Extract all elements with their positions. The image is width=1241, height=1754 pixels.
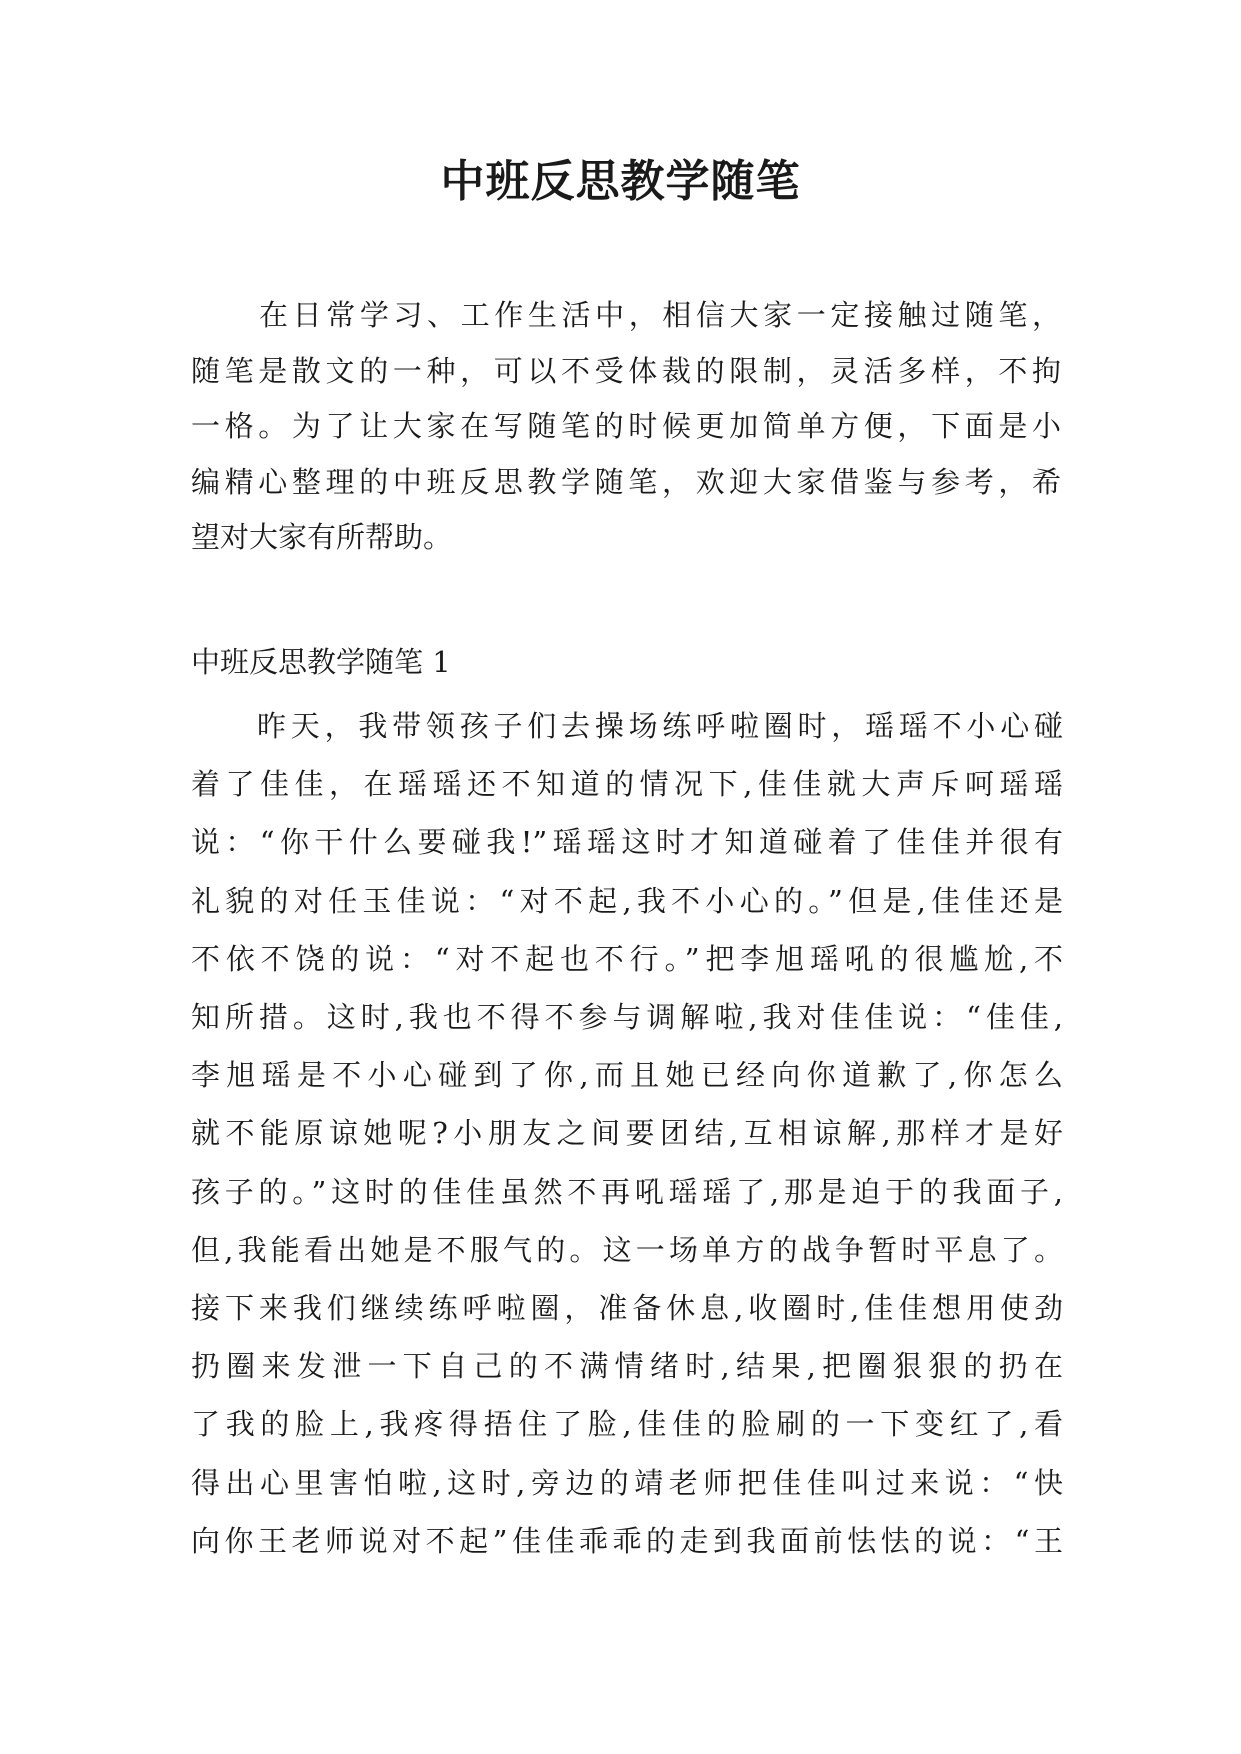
body-line: 扔圈来发泄一下自己的不满情绪时,结果,把圈狠狠的扔在 — [191, 1349, 1063, 1384]
intro-line: 一格。为了让大家在写随笔的时候更加简单方便，下面是小 — [191, 409, 1061, 444]
body-line: 着了佳佳，在瑶瑶还不知道的情况下,佳佳就大声斥呵瑶瑶 — [191, 767, 1063, 802]
body-line: 李旭瑶是不小心碰到了你,而且她已经向你道歉了,你怎么 — [191, 1058, 1063, 1093]
body-line: 礼貌的对任玉佳说：“对不起,我不小心的。”但是,佳佳还是 — [191, 883, 1063, 918]
intro-line: 在日常学习、工作生活中，相信大家一定接触过随笔， — [259, 298, 1061, 332]
body-paragraph — [191, 697, 1063, 1570]
section-heading: 中班反思教学随笔 1 — [191, 645, 451, 679]
body-line: 孩子的。”这时的佳佳虽然不再吼瑶瑶了,那是迫于的我面子, — [191, 1174, 1063, 1209]
body-line: 得出心里害怕啦,这时,旁边的靖老师把佳佳叫过来说：“快 — [191, 1465, 1063, 1500]
body-line: 就不能原谅她呢?小朋友之间要团结,互相谅解,那样才是好 — [191, 1116, 1063, 1151]
body-line: 不依不饶的说：“对不起也不行。”把李旭瑶吼的很尴尬,不 — [191, 941, 1063, 976]
document-title: 中班反思教学随笔 — [440, 156, 801, 207]
body-line: 但,我能看出她是不服气的。这一场单方的战争暂时平息了。 — [191, 1232, 1063, 1267]
body-line: 向你王老师说对不起”佳佳乖乖的走到我面前怯怯的说：“王 — [191, 1523, 1063, 1558]
body-line: 知所措。这时,我也不得不参与调解啦,我对佳佳说：“佳佳, — [191, 1000, 1063, 1035]
intro-paragraph — [191, 288, 1061, 566]
intro-line: 随笔是散文的一种，可以不受体裁的限制，灵活多样，不拘 — [191, 353, 1061, 388]
body-line: 接下来我们继续练呼啦圈，准备休息,收圈时,佳佳想用使劲 — [191, 1291, 1063, 1326]
body-line: 昨天，我带领孩子们去操场练呼啦圈时，瑶瑶不小心碰 — [257, 709, 1063, 743]
intro-line: 编精心整理的中班反思教学随笔，欢迎大家借鉴与参考，希 — [191, 464, 1061, 499]
body-line: 了我的脸上,我疼得捂住了脸,佳佳的脸刷的一下变红了,看 — [191, 1407, 1063, 1442]
intro-line: 望对大家有所帮助。 — [191, 520, 453, 555]
body-line: 说：“你干什么要碰我!”瑶瑶这时才知道碰着了佳佳并很有 — [191, 825, 1063, 860]
